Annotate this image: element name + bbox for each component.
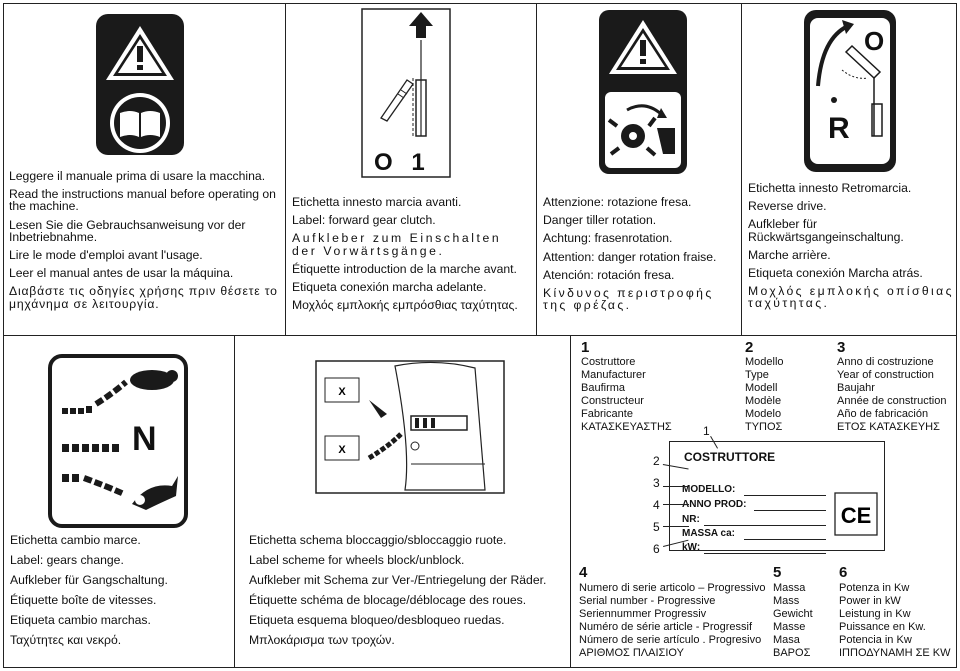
gears-line-es: Etiqueta cambio marchas. <box>10 613 151 627</box>
plate-callout-5: 5 <box>653 520 660 534</box>
plate-callout-2: 2 <box>653 454 660 468</box>
legend-5-en: Mass <box>773 595 800 607</box>
tiller-line-de: Achtung: frasenrotation. <box>543 231 673 246</box>
plate-field-mass-line <box>744 539 826 540</box>
identification-plate <box>669 441 885 551</box>
legend-6-de: Leistung in Kw <box>839 608 911 620</box>
plate-field-year-line <box>754 510 826 511</box>
reverse-line-de: Aufkleber für Rückwärtsgangeinschaltung. <box>748 217 904 244</box>
legend-number-2: 2 <box>745 339 754 356</box>
manual-text <box>9 170 281 316</box>
neutral-mark: N <box>132 420 157 458</box>
gears-line-fr: Étiquette boîte de vitesses. <box>10 593 157 607</box>
legend-4-es: Número de serie artículo . Progresivo <box>579 634 762 646</box>
gear-change-label-icon <box>48 354 188 528</box>
legend-1-en: Manufacturer <box>581 369 646 381</box>
manual-line-fr: Lire le mode d'emploi avant l'usage. <box>9 248 203 263</box>
legend-2-de: Modell <box>745 382 778 394</box>
gears-line-it: Etichetta cambio marce. <box>10 533 141 547</box>
reverse-cell <box>741 3 957 336</box>
plate-callout-1: 1 <box>703 424 710 438</box>
plate-field-model: MODELLO: <box>682 484 736 495</box>
plate-callout-4: 4 <box>653 498 660 512</box>
legend-6-it: Potenza in Kw <box>839 582 910 594</box>
plate-field-nr: NR: <box>682 514 700 525</box>
plate-field-mass: MASSA ca: <box>682 528 735 539</box>
legend-2-fr: Modèle <box>745 395 782 407</box>
forward-line-de: Aufkleber zum Einschalten der Vorwärtsgänge. <box>292 231 502 258</box>
wheels-line-en: Label scheme for wheels block/unblock. <box>249 553 465 567</box>
legend-1-es: Fabricante <box>581 408 633 420</box>
manual-cell <box>3 3 286 336</box>
legend-1-it: Costruttore <box>581 356 636 368</box>
legend-number-6: 6 <box>839 564 848 581</box>
legend-3-de: Baujahr <box>837 382 875 394</box>
legend-3-gr: ΕΤΟΣ ΚΑΤΑΣΚΕΥΗΣ <box>837 421 940 433</box>
legend-6-es: Potencia in Kw <box>839 634 912 646</box>
legend-group-1 <box>581 356 672 434</box>
legend-2-es: Modelo <box>745 408 782 420</box>
legend-2-en: Type <box>745 369 769 381</box>
manual-line-de: Lesen Sie die Gebrauchsanweisung vor der Inbetriebnahme. <box>9 217 246 244</box>
tiller-cell <box>536 3 742 336</box>
legend-group-2 <box>745 356 784 434</box>
forward-gear-positions: O 1 <box>374 149 431 176</box>
manual-line-en: Read the instructions manual before operating on the machine. <box>9 187 276 214</box>
legend-3-en: Year of construction <box>837 369 934 381</box>
legend-group-4 <box>579 582 765 660</box>
legend-3-es: Año de fabricación <box>837 408 929 420</box>
read-manual-label-icon <box>94 12 186 157</box>
forward-line-fr: Étiquette introduction de la marche avant. <box>292 261 517 276</box>
reverse-line-en: Reverse drive. <box>748 199 827 214</box>
reverse-line-fr: Marche arrière. <box>748 247 831 262</box>
reverse-line-it: Etichetta innesto Retromarcia. <box>748 181 912 195</box>
svg-text:X: X <box>338 386 346 398</box>
wheels-line-fr: Étiquette schéma de blocage/déblocage des roues. <box>249 593 527 607</box>
legend-2-gr: ΤΥΠΟΣ <box>745 421 783 433</box>
legend-3-it: Anno di costruzione <box>837 356 934 368</box>
manual-line-es: Leer el manual antes de usar la máquina. <box>9 266 234 281</box>
wheels-cell <box>234 335 571 668</box>
legend-5-de: Gewicht <box>773 608 813 620</box>
forward-gear-cell <box>285 3 537 336</box>
svg-text:CE: CE <box>840 503 872 528</box>
legend-number-3: 3 <box>837 339 846 356</box>
legend-4-de: Seriennummer Progressiv <box>579 608 707 620</box>
forward-text <box>292 196 532 317</box>
legend-3-fr: Année de construction <box>837 395 947 407</box>
gears-cell <box>3 335 235 668</box>
legend-6-gr: ΙΠΠΟΔΥΝΑΜΗ ΣΕ KW <box>839 647 951 659</box>
legend-5-it: Massa <box>773 582 806 594</box>
legend-4-gr: ΑΡΙΘΜΟΣ ΠΛΑΙΣΙΟΥ <box>579 647 684 659</box>
ce-mark-icon <box>834 492 878 536</box>
gears-line-de: Aufkleber für Gangschaltung. <box>10 573 168 587</box>
plate-field-kw-line <box>704 553 826 554</box>
legend-4-fr: Numéro de série article - Progressif <box>579 621 753 633</box>
tiller-line-es: Atención: rotación fresa. <box>543 267 675 282</box>
reverse-text <box>748 182 954 316</box>
tiller-text <box>543 196 739 317</box>
plate-field-nr-line <box>704 525 826 526</box>
legend-group-5 <box>773 582 813 660</box>
tiller-line-gr: Κίνδυνος περιστροφής της φρέζας. <box>543 286 714 313</box>
plate-callout-4-leader <box>663 504 689 505</box>
legend-2-it: Modello <box>745 356 784 368</box>
wheels-text <box>249 533 569 653</box>
legend-group-6 <box>839 582 951 660</box>
gears-line-en: Label: gears change. <box>10 553 124 567</box>
plate-cell <box>570 335 957 668</box>
svg-text:X: X <box>338 444 346 456</box>
wheels-line-de: Aufkleber mit Schema zur Ver-/Entriegelung der Räder. <box>249 573 547 587</box>
gears-line-gr: Ταχύτητες και νεκρό. <box>10 633 122 647</box>
legend-number-1: 1 <box>581 339 590 356</box>
legend-4-en: Serial number - Progressive <box>579 595 716 607</box>
legend-1-fr: Constructeur <box>581 395 644 407</box>
reverse-neutral-mark: O <box>864 26 885 56</box>
plate-field-kw: kW: <box>682 542 701 553</box>
legend-1-de: Baufirma <box>581 382 626 394</box>
legend-5-gr: ΒΑΡΟΣ <box>773 647 811 659</box>
tiller-line-it: Attenzione: rotazione fresa. <box>543 195 692 209</box>
reverse-line-es: Etiqueta conexión Marcha atrás. <box>748 266 923 281</box>
wheels-line-it: Etichetta schema bloccaggio/sbloccaggio ruote. <box>249 533 507 547</box>
plate-callout-6: 6 <box>653 542 660 556</box>
plate-title: COSTRUTTORE <box>684 450 776 464</box>
wheels-line-es: Etiqueta esquema bloqueo/desbloqueo ruedas. <box>249 613 505 627</box>
plate-field-year: ANNO PROD: <box>682 499 747 510</box>
tiller-line-fr: Attention: danger rotation fraise. <box>543 249 717 264</box>
plate-callout-3-leader <box>663 486 689 487</box>
gears-text <box>10 533 232 653</box>
plate-callout-5-leader <box>663 526 689 527</box>
forward-line-es: Etiqueta conexión marcha adelante. <box>292 280 487 295</box>
wheel-lock-scheme-icon <box>315 360 505 494</box>
legend-4-it: Numero di serie articolo – Progressivo <box>579 582 766 594</box>
legend-number-4: 4 <box>579 564 588 581</box>
tiller-rotation-label-icon <box>597 8 689 176</box>
forward-line-it: Etichetta innesto marcia avanti. <box>292 195 462 209</box>
legend-group-3 <box>837 356 946 434</box>
tiller-line-en: Danger tiller rotation. <box>543 213 657 228</box>
reverse-line-gr: Μοχλός εμπλοκής οπίσθιας ταχύτητας. <box>748 284 954 311</box>
forward-line-en: Label: forward gear clutch. <box>292 213 436 228</box>
wheels-line-gr: Μπλοκάρισμα των τροχών. <box>249 633 395 647</box>
reverse-r-mark: R <box>828 112 850 145</box>
legend-6-en: Power in kW <box>839 595 901 607</box>
legend-5-fr: Masse <box>773 621 806 633</box>
legend-6-fr: Puissance en Kw. <box>839 621 926 633</box>
plate-field-model-line <box>744 495 826 496</box>
manual-line-gr: Διαβάστε τις οδηγίες χρήσης πριν θέσετε το μηχάνημα σε λειτουργία. <box>9 284 278 311</box>
plate-callout-3: 3 <box>653 476 660 490</box>
manual-line-it: Leggere il manuale prima di usare la macchina. <box>9 169 266 183</box>
legend-1-gr: ΚΑΤΑΣΚΕΥΑΣΤΗΣ <box>581 421 672 433</box>
legend-number-5: 5 <box>773 564 782 581</box>
legend-5-es: Masa <box>773 634 800 646</box>
forward-line-gr: Μοχλός εμπλοκής εμπρόσθιας ταχύτητας. <box>292 298 518 313</box>
